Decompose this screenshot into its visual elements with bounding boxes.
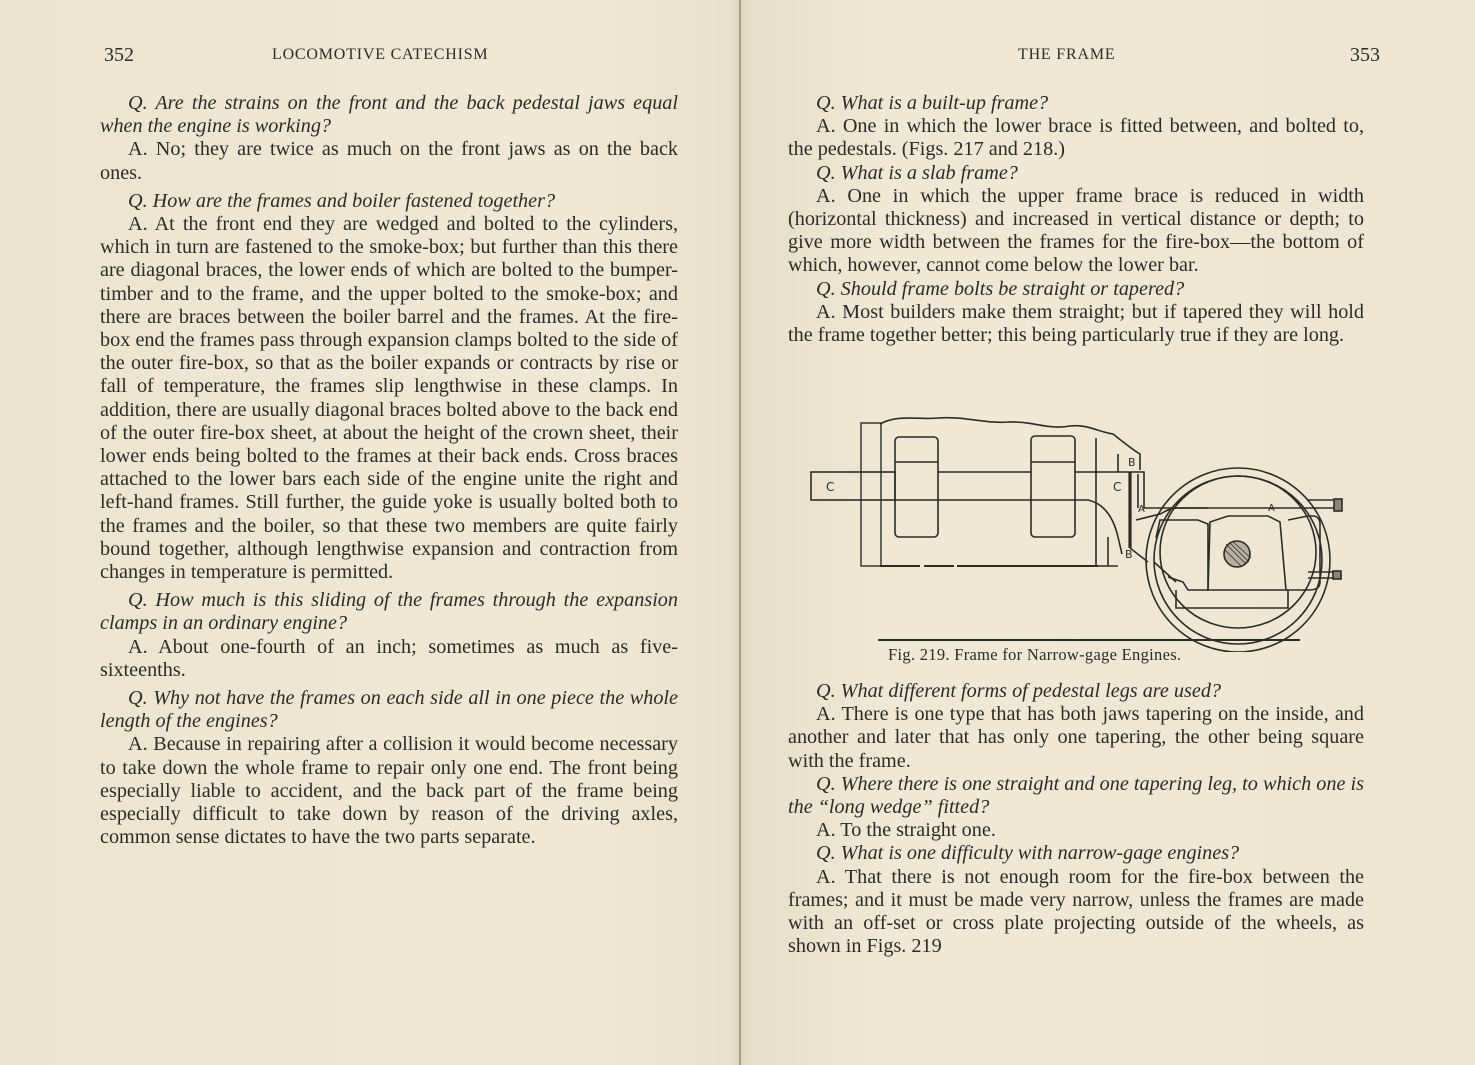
label-a-right: A: [1268, 503, 1275, 514]
question: Q. Why not have the frames on each side all in one piece the whole length of the engines?: [100, 687, 678, 733]
running-head-title: LOCOMOTIVE CATECHISM: [272, 46, 489, 63]
question: Q. What is one difficulty with narrow-gage engines?: [816, 842, 1240, 865]
answer: A. About one-fourth of an inch; sometimes as much as five-sixteenths.: [100, 635, 678, 681]
answer: A. One in which the lower brace is fitted between, and bolted to, the pedestals. (Figs. 217 and 218.): [788, 115, 1364, 161]
frame-diagram: [788, 412, 1364, 652]
label-c-left: C: [826, 480, 835, 494]
running-head: [788, 44, 1380, 70]
answer: A. Because in repairing after a collision it would become necessary to take down the whole frame to repair only one end. The front being especially liable to accident, and the back part of the frame being especially difficult to take down by reason of the driving axles, common sense dictates to have the two parts separate.: [100, 733, 678, 849]
page-body: [100, 92, 678, 850]
book-gutter: [739, 0, 741, 1065]
question: Q. How much is this sliding of the frames through the expansion clamps in an ordinary engine?: [100, 589, 678, 635]
label-c-right: C: [1113, 480, 1122, 494]
question: Q. What different forms of pedestal legs are used?: [816, 680, 1222, 702]
page-body: [788, 92, 1364, 347]
answer: A. At the front end they are wedged and bolted to the cylinders, which in turn are fastened to the smoke-box; but further than this there are diagonal braces, the lower ends of which are bolted to the bumper-timber and to the frame, and the upper bolted to the smoke-box; and there are braces between the boiler barrel and the frames. At the fire-box end the frames pass through expansion clamps bolted to the side of the outer fire-box, so that as the boiler expands or contracts by rise or fall of temperature, the frames slip lengthwise in these clamps. In addition, there are usually diagonal braces bolted above to the back end of the outer fire-box sheet, at about the height of the crown sheet, their lower ends being bolted to the frames at their back ends. Cross braces attached to the lower bars each side of the engine unite the right and left-hand frames. Still further, the guide yoke is usually bolted both to the frames and the boiler, so that these two members are quite fairly bound together, although lengthwise expansion and contraction from changes in temperature is permitted.: [100, 213, 678, 584]
figure-219: [788, 412, 1364, 668]
question: Q. What is a built-up frame?: [816, 92, 1049, 114]
label-b-bottom: B: [1125, 548, 1133, 561]
label-a-left: A: [1138, 504, 1145, 515]
question: Q. How are the frames and boiler fastened together?: [128, 189, 556, 212]
page-number: 353: [1350, 44, 1380, 66]
label-b-top: B: [1128, 456, 1136, 469]
answer: A. That there is not enough room for the fire-box between the frames; and it must be made very narrow, unless the frames are made with an off-set or cross plate projecting outside of the wheels, as shown in Figs. 219: [788, 865, 1364, 958]
question: Q. What is a slab frame?: [816, 161, 1018, 184]
question: Q. Are the strains on the front and the back pedestal jaws equal when the engine is working?: [100, 92, 678, 138]
page-body-lower: [788, 680, 1364, 958]
answer: A. One in which the upper frame brace is reduced in width (horizontal thickness) and increased in vertical distance or depth; to give more width between the frames for the fire-box—the bottom of which, however, cannot come below the lower bar.: [788, 184, 1364, 277]
question: Q. Should frame bolts be straight or tapered?: [816, 277, 1185, 300]
running-head-title: THE FRAME: [1018, 46, 1116, 63]
running-head: [100, 44, 678, 70]
figure-caption: Fig. 219. Frame for Narrow-gage Engines.: [888, 645, 1182, 664]
question: Q. Where there is one straight and one tapering leg, to which one is the “long wedge” fitted?: [788, 772, 1364, 819]
page-number: 352: [104, 44, 134, 66]
answer: A. Most builders make them straight; but if tapered they will hold the frame together better; this being particularly true if they are long.: [788, 300, 1364, 347]
answer: A. No; they are twice as much on the front jaws as on the back ones.: [100, 138, 678, 184]
answer: A. There is one type that has both jaws tapering on the inside, and another and later that has only one tapering, the other being square with the frame.: [788, 703, 1364, 772]
answer: A. To the straight one.: [816, 819, 996, 842]
